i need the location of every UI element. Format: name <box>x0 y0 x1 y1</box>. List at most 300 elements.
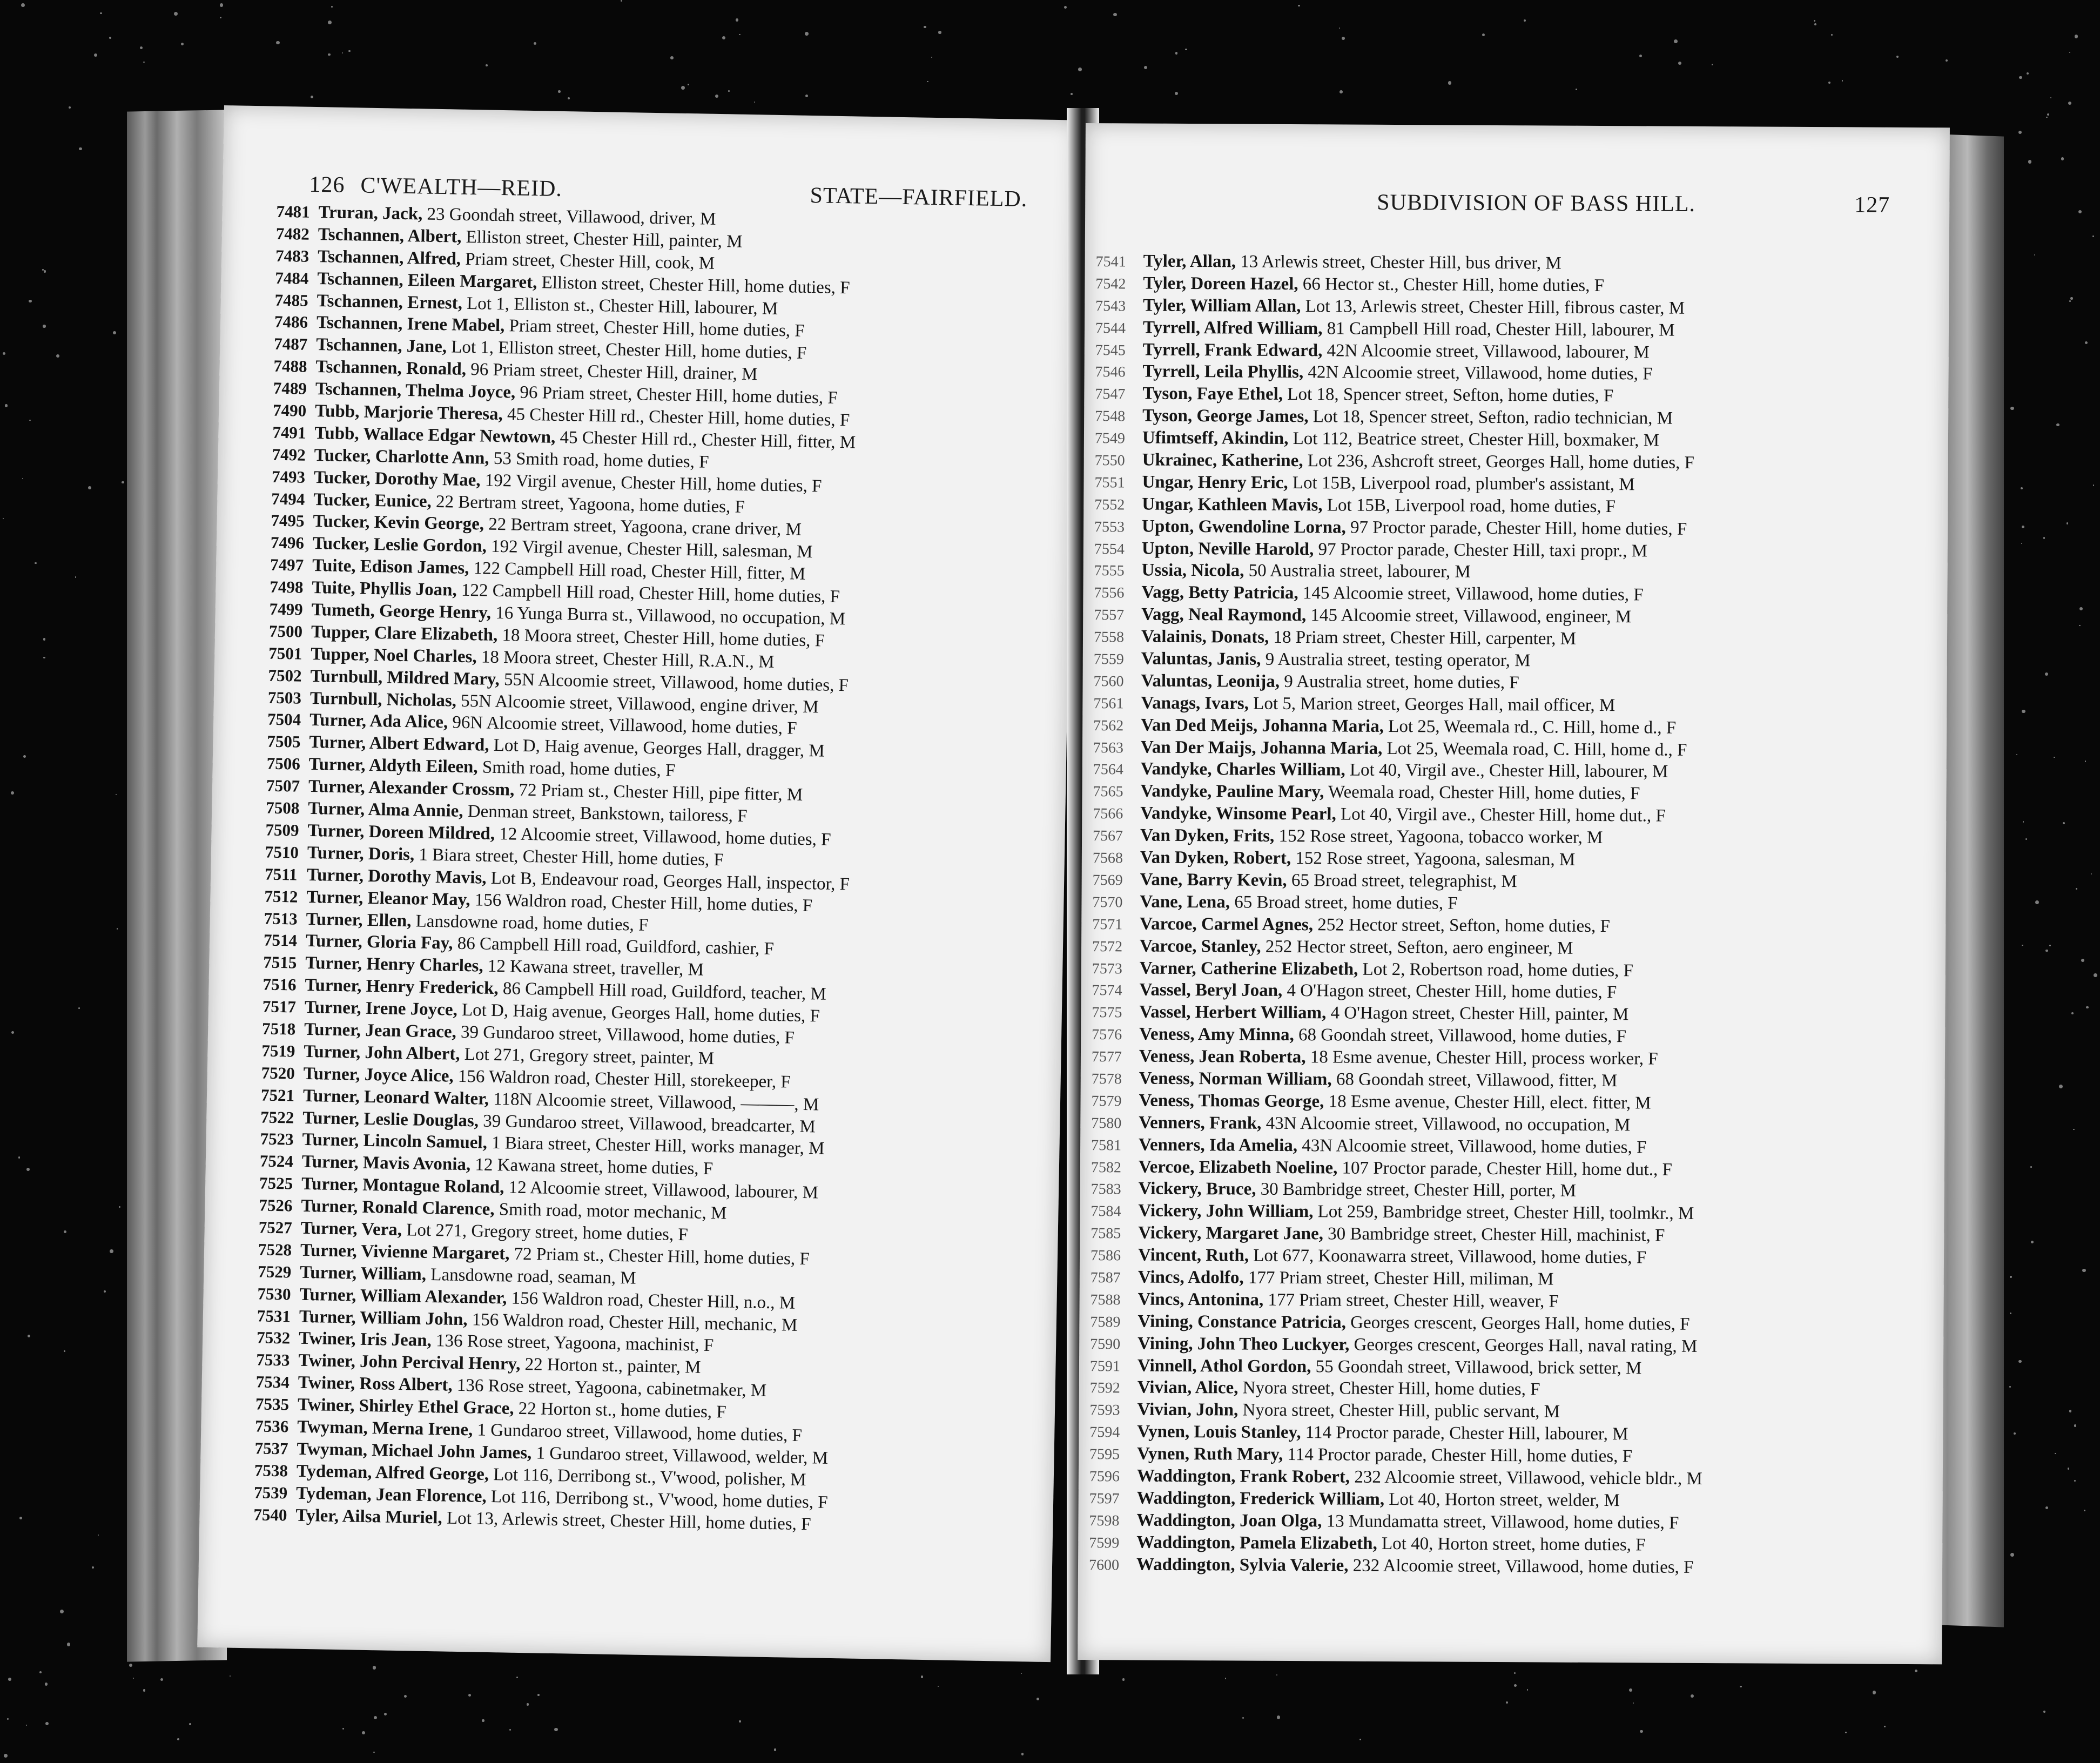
entry-details: 50 Australia street, labourer, M <box>1248 561 1471 582</box>
noise-speck <box>39 1671 42 1673</box>
noise-speck <box>1298 5 1300 6</box>
entry-details: 12 Alcoomie street, Villawood, home duties, F <box>499 824 831 850</box>
entry-name: Tyler, William Allan, <box>1143 295 1301 316</box>
entry-name: Vynen, Louis Stanley, <box>1137 1422 1301 1443</box>
noise-speck <box>311 96 313 98</box>
entry-number: 7490 <box>272 400 307 420</box>
noise-speck <box>2047 113 2049 116</box>
noise-speck <box>754 102 755 103</box>
noise-speck <box>568 97 570 99</box>
entry-number: 7573 <box>1092 960 1122 977</box>
electoral-roll-list <box>253 201 1065 1540</box>
noise-speck <box>88 486 91 489</box>
entry-name: Upton, Neville Harold, <box>1141 539 1314 559</box>
entry-details: 55 Goondah street, Villawood, brick setter, M <box>1315 1356 1642 1378</box>
entry-name: Turner, Mavis Avonia, <box>301 1152 471 1175</box>
entry-details: 1 Biara street, Chester Hill, works manager, M <box>491 1133 825 1159</box>
entry-name: Van Der Maijs, Johanna Maria, <box>1140 737 1383 758</box>
entry-details: 1 Gundaroo street, Villawood, home duties, F <box>477 1420 803 1446</box>
noise-speck <box>2025 838 2027 840</box>
noise-speck <box>938 31 941 34</box>
entry-number: 7508 <box>266 798 300 818</box>
noise-speck <box>5 404 8 407</box>
noise-speck <box>43 657 45 659</box>
noise-speck <box>160 1678 163 1681</box>
entry-number: 7525 <box>259 1173 293 1193</box>
entry-details: 145 Alcoomie street, Villawood, home duties, F <box>1302 583 1644 605</box>
entry-details: 42N Alcoomie street, Villawood, home duties, F <box>1308 362 1653 384</box>
entry-number: 7560 <box>1093 673 1124 690</box>
entry-details: 156 Waldron road, Chester Hill, n.o., M <box>511 1288 796 1313</box>
entry-details: 156 Waldron road, Chester Hill, mechanic, M <box>472 1309 798 1335</box>
noise-speck <box>26 1168 30 1171</box>
entry-number: 7485 <box>274 290 309 310</box>
entry-details: Lot 40, Virgil ave., Chester Hill, home dut., F <box>1340 804 1666 826</box>
entry-number: 7559 <box>1093 651 1124 668</box>
noise-speck <box>78 1007 80 1009</box>
entry-name: Tyler, Doreen Hazel, <box>1143 273 1298 294</box>
entry-number: 7578 <box>1091 1071 1122 1088</box>
entry-number: 7566 <box>1093 805 1123 823</box>
entry-details: 68 Goondah street, Villawood, home duties, F <box>1298 1025 1627 1047</box>
entry-name: Turner, Joyce Alice, <box>303 1064 454 1086</box>
entry-details: Lot 271, Gregory street, painter, M <box>464 1044 715 1068</box>
noise-speck <box>1884 1726 1886 1727</box>
entry-name: Twiner, John Percival Henry, <box>298 1351 521 1375</box>
noise-speck <box>534 42 536 45</box>
noise-speck <box>2055 1453 2056 1455</box>
noise-speck <box>100 12 102 14</box>
entry-name: Vickery, Bruce, <box>1138 1179 1256 1200</box>
noise-speck <box>1448 81 1452 85</box>
noise-speck <box>2010 407 2014 410</box>
entry-details: 4 O'Hagon street, Chester Hill, home duties, F <box>1287 981 1617 1002</box>
noise-speck <box>1514 1672 1516 1674</box>
entry-number: 7496 <box>270 533 305 553</box>
entry-details: Lot 15B, Liverpool road, home duties, F <box>1327 495 1616 516</box>
noise-speck <box>1633 1703 1634 1704</box>
noise-speck <box>2045 950 2048 952</box>
entry-number: 7581 <box>1091 1136 1122 1154</box>
noise-speck <box>342 1728 344 1730</box>
noise-speck <box>482 1719 484 1721</box>
noise-speck <box>1342 37 1345 40</box>
entry-number: 7510 <box>265 842 299 862</box>
noise-speck <box>739 1720 741 1722</box>
noise-speck <box>2070 297 2072 299</box>
noise-speck <box>2010 1553 2014 1557</box>
noise-speck <box>109 37 111 39</box>
noise-speck <box>35 562 36 564</box>
noise-speck <box>2076 888 2077 890</box>
noise-speck <box>1524 19 1526 22</box>
entry-details: Nyora street, Chester Hill, public servant, M <box>1242 1400 1560 1422</box>
noise-speck <box>328 21 332 24</box>
entry-name: Tupper, Noel Charles, <box>310 644 477 667</box>
noise-speck <box>2054 757 2055 758</box>
noise-speck <box>2018 1360 2021 1363</box>
noise-speck <box>177 1738 179 1740</box>
entry-number: 7538 <box>254 1461 288 1481</box>
entry-details: 232 Alcoomie street, Villawood, home duties, F <box>1352 1556 1694 1577</box>
entry-name: Tschannen, Alfred, <box>317 246 461 269</box>
entry-number: 7517 <box>262 997 297 1017</box>
entry-number: 7584 <box>1091 1203 1121 1220</box>
noise-speck <box>119 1206 120 1208</box>
entry-name: Veness, Norman William, <box>1139 1068 1332 1089</box>
entry-details: Lot 116, Derribong st., V'wood, polisher, M <box>493 1464 806 1490</box>
entry-number: 7549 <box>1094 430 1126 447</box>
entry-name: Varner, Catherine Elizabeth, <box>1139 958 1358 979</box>
noise-speck <box>927 81 928 83</box>
noise-speck <box>69 106 71 109</box>
entry-name: Van Ded Meijs, Johanna Maria, <box>1141 715 1384 736</box>
entry-name: Vandyke, Pauline Mary, <box>1140 781 1324 802</box>
noise-speck <box>116 794 117 795</box>
entry-number: 7504 <box>267 710 301 730</box>
entry-details: Georges crescent, Georges Hall, naval rating, M <box>1354 1335 1698 1356</box>
entry-details: Lot 13, Arlewis street, Chester Hill, home duties, F <box>446 1508 811 1534</box>
entry-details: 156 Waldron road, Chester Hill, storekeeper, F <box>457 1066 791 1092</box>
entry-number: 7563 <box>1093 739 1124 756</box>
noise-speck <box>2045 672 2048 676</box>
entry-number: 7590 <box>1090 1335 1121 1353</box>
noise-speck <box>468 1694 471 1697</box>
noise-speck <box>739 34 740 35</box>
entry-number: 7506 <box>266 753 301 773</box>
running-head-left: C'WEALTH—REID. <box>360 173 563 201</box>
entry-number: 7530 <box>257 1284 291 1304</box>
noise-speck <box>2023 821 2024 822</box>
noise-speck <box>1678 62 1682 65</box>
noise-speck <box>670 56 674 59</box>
entry-name: Turner, Vera, <box>300 1218 402 1240</box>
entry-details: 252 Hector street, Sefton, home duties, F <box>1317 914 1611 936</box>
noise-speck <box>2091 873 2092 874</box>
entry-number: 7600 <box>1088 1556 1120 1573</box>
noise-speck <box>67 1643 71 1646</box>
noise-speck <box>189 1723 191 1725</box>
noise-speck <box>328 53 330 56</box>
entry-details: 1 Biara street, Chester Hill, home duties, F <box>419 845 724 870</box>
entry-name: Varcoe, Stanley, <box>1139 936 1261 957</box>
noise-speck <box>43 638 45 640</box>
entry-details: Lot B, Endeavour road, Georges Hall, inspector, F <box>490 868 850 894</box>
entry-name: Tucker, Dorothy Mae, <box>313 467 481 490</box>
entry-name: Tyler, Allan, <box>1143 251 1236 272</box>
entry-details: 66 Hector st., Chester Hill, home duties, F <box>1302 274 1605 295</box>
entry-number: 7542 <box>1095 275 1126 293</box>
entry-details: 18 Esme avenue, Chester Hill, elect. fitter, M <box>1328 1092 1651 1113</box>
entry-details: 16 Yunga Burra st., Villawood, no occupation, M <box>495 603 846 629</box>
entry-number: 7558 <box>1093 629 1125 646</box>
right-page-header <box>1172 189 1922 225</box>
entry-name: Vane, Barry Kevin, <box>1140 870 1287 890</box>
entry-name: Turner, Gloria Fay, <box>305 931 453 954</box>
entry-name: Turner, Ronald Clarence, <box>301 1196 495 1220</box>
entry-details: Lot 5, Marion street, Georges Hall, mail officer, M <box>1253 694 1616 715</box>
noise-speck <box>331 6 333 8</box>
noise-speck <box>276 41 279 44</box>
entry-details: 232 Alcoomie street, Villawood, vehicle bldr., M <box>1354 1467 1702 1489</box>
entry-number: 7564 <box>1093 761 1123 778</box>
entry-number: 7569 <box>1092 872 1123 889</box>
entry-name: Waddington, Sylvia Valerie, <box>1136 1555 1349 1576</box>
entry-details: 68 Goondah street, Villawood, fitter, M <box>1336 1069 1618 1091</box>
noise-speck <box>805 32 809 36</box>
entry-number: 7501 <box>268 643 302 663</box>
entry-number: 7505 <box>267 731 301 752</box>
noise-speck <box>113 331 116 334</box>
noise-speck <box>110 1249 113 1253</box>
entry-name: Tyrrell, Frank Edward, <box>1142 340 1323 360</box>
entry-name: Valainis, Donats, <box>1141 627 1269 647</box>
entry-details: Lot 677, Koonawarra street, Villawood, home duties, F <box>1253 1246 1647 1268</box>
noise-speck <box>2010 1276 2012 1278</box>
entry-number: 7537 <box>254 1438 288 1458</box>
noise-speck <box>56 354 59 358</box>
entry-details: 192 Virgil avenue, Chester Hill, salesman, M <box>490 537 813 562</box>
entry-details: Lot 13, Arlewis street, Chester Hill, fibrous caster, M <box>1305 296 1685 318</box>
entry-number: 7520 <box>261 1063 295 1083</box>
noise-speck <box>3 352 5 355</box>
noise-speck <box>1185 49 1187 50</box>
noise-speck <box>2092 235 2094 237</box>
noise-speck <box>1144 66 1147 69</box>
entry-number: 7545 <box>1095 341 1126 359</box>
noise-speck <box>117 928 118 930</box>
noise-speck <box>1873 1691 1876 1694</box>
entry-details: Lot 25, Weemala rd., C. Hill, home d., F <box>1388 716 1677 738</box>
noise-speck <box>1640 1730 1643 1733</box>
noise-speck <box>2009 1386 2011 1388</box>
entry-number: 7595 <box>1089 1446 1120 1463</box>
noise-speck <box>19 1517 22 1519</box>
entry-number: 7522 <box>260 1107 294 1127</box>
entry-name: Veness, Jean Roberta, <box>1139 1046 1306 1067</box>
list-item <box>1089 1553 1931 1580</box>
entry-number: 7565 <box>1093 783 1123 800</box>
entry-number: 7552 <box>1094 496 1125 514</box>
noise-speck <box>2069 52 2070 53</box>
entry-name: Vandyke, Charles William, <box>1140 759 1345 780</box>
noise-speck <box>75 576 76 577</box>
entry-name: Tumeth, George Henry, <box>311 600 492 623</box>
noise-speck <box>79 147 82 151</box>
entry-number: 7572 <box>1092 938 1123 955</box>
noise-speck <box>22 478 23 479</box>
entry-name: Twyman, Michael John James, <box>297 1439 532 1463</box>
entry-name: Veness, Amy Minna, <box>1139 1024 1294 1045</box>
entry-name: Vinnell, Athol Gordon, <box>1137 1356 1311 1376</box>
entry-name: Ukrainec, Katherine, <box>1142 450 1303 471</box>
entry-number: 7550 <box>1094 452 1125 469</box>
noise-speck <box>373 1666 376 1670</box>
entry-details: Priam street, Chester Hill, home duties, F <box>509 316 805 341</box>
noise-speck <box>2094 973 2097 977</box>
entry-name: Tuite, Phyllis Joan, <box>312 578 457 600</box>
entry-number: 7536 <box>255 1416 289 1436</box>
entry-number: 7546 <box>1095 364 1126 381</box>
entry-name: Turner, Vivienne Margaret, <box>300 1240 510 1264</box>
noise-speck <box>94 53 97 57</box>
entry-name: Tucker, Eunice, <box>313 489 432 512</box>
noise-speck <box>21 3 25 7</box>
noise-speck <box>1113 13 1117 17</box>
noise-speck <box>181 43 184 45</box>
entry-name: Tschannen, Ernest, <box>317 291 463 313</box>
entry-name: Tyler, Ailsa Muriel, <box>295 1505 443 1528</box>
entry-number: 7494 <box>271 489 305 509</box>
entry-number: 7481 <box>276 201 310 221</box>
entry-number: 7576 <box>1092 1026 1122 1044</box>
entry-name: Turner, John Albert, <box>304 1041 460 1064</box>
entry-name: Van Dyken, Frits, <box>1140 825 1275 846</box>
entry-name: Turner, William, <box>300 1262 427 1284</box>
entry-details: 53 Smith road, home duties, F <box>493 448 709 472</box>
entry-name: Turner, William Alexander, <box>299 1284 507 1308</box>
entry-number: 7544 <box>1095 319 1126 337</box>
page-number: 126 <box>309 172 345 198</box>
entry-name: Tschannen, Albert, <box>318 224 462 247</box>
noise-speck <box>554 1728 557 1731</box>
entry-details: Lot 2, Robertson road, home duties, F <box>1362 959 1634 980</box>
entry-details: 81 Campbell Hill road, Chester Hill, labourer, M <box>1327 319 1675 340</box>
entry-name: Twyman, Merna Irene, <box>297 1417 473 1440</box>
entry-name: Tubb, Marjorie Theresa, <box>314 401 503 425</box>
noise-speck <box>728 90 730 92</box>
noise-speck <box>1036 1698 1039 1700</box>
entry-details: Lot 1, Elliston st., Chester Hill, labourer, M <box>466 293 778 319</box>
entry-number: 7535 <box>255 1394 290 1414</box>
entry-name: Vercoe, Elizabeth Noeline, <box>1138 1157 1338 1177</box>
noise-speck <box>220 3 224 7</box>
noise-speck <box>621 0 622 2</box>
entry-name: Tucker, Kevin George, <box>313 512 484 534</box>
entry-name: Tschannen, Irene Mabel, <box>316 313 505 336</box>
entry-details: 192 Virgil avenue, Chester Hill, home duties, F <box>484 470 822 496</box>
entry-details: 42N Alcoomie street, Villawood, labourer, M <box>1327 340 1650 362</box>
entry-details: 55N Alcoomie street, Villawood, engine driver, M <box>460 691 819 717</box>
entry-number: 7497 <box>270 555 304 575</box>
entry-details: Lot 40, Virgil ave., Chester Hill, labourer, M <box>1349 761 1668 782</box>
entry-name: Tschannen, Jane, <box>315 335 447 357</box>
noise-speck <box>29 420 30 421</box>
entry-details: 9 Australia street, testing operator, M <box>1265 649 1531 671</box>
noise-speck <box>2084 1510 2085 1511</box>
noise-speck <box>1514 1684 1517 1687</box>
entry-name: Vanags, Ivars, <box>1141 693 1249 714</box>
entry-name: Turner, Lincoln Samuel, <box>302 1130 488 1153</box>
noise-speck <box>1896 56 1899 58</box>
noise-speck <box>1946 59 1948 62</box>
entry-number: 7487 <box>274 334 308 354</box>
entry-number: 7526 <box>259 1195 293 1215</box>
entry-name: Van Dyken, Robert, <box>1140 847 1291 869</box>
entry-details: 152 Rose street, Yagoona, tobacco worker, M <box>1278 826 1603 848</box>
entry-name: Tupper, Clare Elizabeth, <box>311 622 498 645</box>
entry-details: 13 Arlewis street, Chester Hill, bus driver, M <box>1240 252 1561 273</box>
entry-details: Lot D, Haig avenue, Georges Hall, dragger, M <box>493 736 825 761</box>
noise-speck <box>2030 1166 2032 1168</box>
noise-speck <box>1175 92 1178 95</box>
entry-name: Varcoe, Carmel Agnes, <box>1140 914 1314 934</box>
noise-speck <box>1021 1673 1022 1674</box>
noise-speck <box>1064 6 1067 9</box>
entry-name: Veness, Thomas George, <box>1139 1091 1324 1112</box>
entry-number: 7502 <box>268 665 302 685</box>
noise-speck <box>2074 1480 2076 1482</box>
entry-details: Lot 18, Spencer street, Sefton, radio technician, M <box>1312 407 1673 428</box>
noise-speck <box>1225 1678 1227 1679</box>
entry-number: 7551 <box>1094 474 1125 492</box>
noise-speck <box>2021 543 2022 544</box>
entry-number: 7594 <box>1089 1424 1120 1441</box>
entry-details: 23 Goondah street, Villawood, driver, M <box>427 204 716 229</box>
noise-speck <box>2031 1241 2034 1243</box>
noise-speck <box>1712 64 1713 65</box>
entry-number: 7585 <box>1091 1225 1121 1242</box>
entry-name: Waddington, Frederick William, <box>1136 1488 1385 1509</box>
noise-speck <box>715 95 718 98</box>
entry-number: 7533 <box>256 1350 290 1370</box>
entry-number: 7596 <box>1089 1468 1120 1485</box>
entry-details: 1 Gundaroo street, Villawood, welder, M <box>536 1443 829 1468</box>
noise-speck <box>774 1748 776 1751</box>
noise-speck <box>143 1689 146 1692</box>
noise-speck <box>2071 1012 2074 1014</box>
noise-speck <box>2022 526 2024 528</box>
noise-speck <box>1359 1739 1361 1740</box>
entry-details: 177 Priam street, Chester Hill, weaver, F <box>1268 1290 1559 1311</box>
noise-speck <box>2063 822 2065 824</box>
noise-speck <box>42 269 43 270</box>
page-number: 127 <box>1854 192 1890 218</box>
noise-speck <box>29 300 31 302</box>
entry-number: 7561 <box>1093 695 1124 712</box>
entry-name: Tucker, Charlotte Ann, <box>314 445 489 468</box>
entry-number: 7523 <box>260 1129 294 1149</box>
entry-name: Turner, Ada Alice, <box>309 710 448 732</box>
entry-name: Turner, Doris, <box>307 843 415 865</box>
entry-details: Lot D, Haig avenue, Georges Hall, home duties, F <box>461 1000 820 1026</box>
entry-number: 7539 <box>253 1483 288 1503</box>
noise-speck <box>64 1230 67 1234</box>
noise-speck <box>1639 55 1642 57</box>
noise-speck <box>92 1566 94 1569</box>
noise-speck <box>1021 1753 1024 1755</box>
entry-number: 7511 <box>264 864 298 884</box>
entry-name: Turner, Eleanor May, <box>306 887 470 910</box>
entry-details: 22 Bertram street, Yagoona, home duties, F <box>435 492 745 517</box>
entry-number: 7540 <box>253 1504 287 1524</box>
entry-number: 7587 <box>1090 1269 1121 1287</box>
noise-speck <box>140 46 143 50</box>
noise-speck <box>1527 1689 1529 1691</box>
noise-speck <box>8 1678 11 1681</box>
entry-details: 55N Alcoomie street, Villawood, home duties, F <box>503 669 849 696</box>
right-page <box>1078 123 1950 1664</box>
entry-details: 152 Rose street, Yagoona, salesman, M <box>1295 849 1576 870</box>
entry-details: 107 Proctor parade, Chester Hill, home dut., F <box>1342 1158 1672 1180</box>
entry-number: 7491 <box>272 422 306 442</box>
noise-speck <box>60 1610 64 1613</box>
entry-number: 7553 <box>1094 518 1125 536</box>
entry-name: Turnbull, Mildred Mary, <box>310 666 500 689</box>
entry-name: Tyson, Faye Ethel, <box>1142 383 1283 405</box>
entry-name: Vane, Lena, <box>1140 892 1230 912</box>
noise-speck <box>2056 423 2059 427</box>
